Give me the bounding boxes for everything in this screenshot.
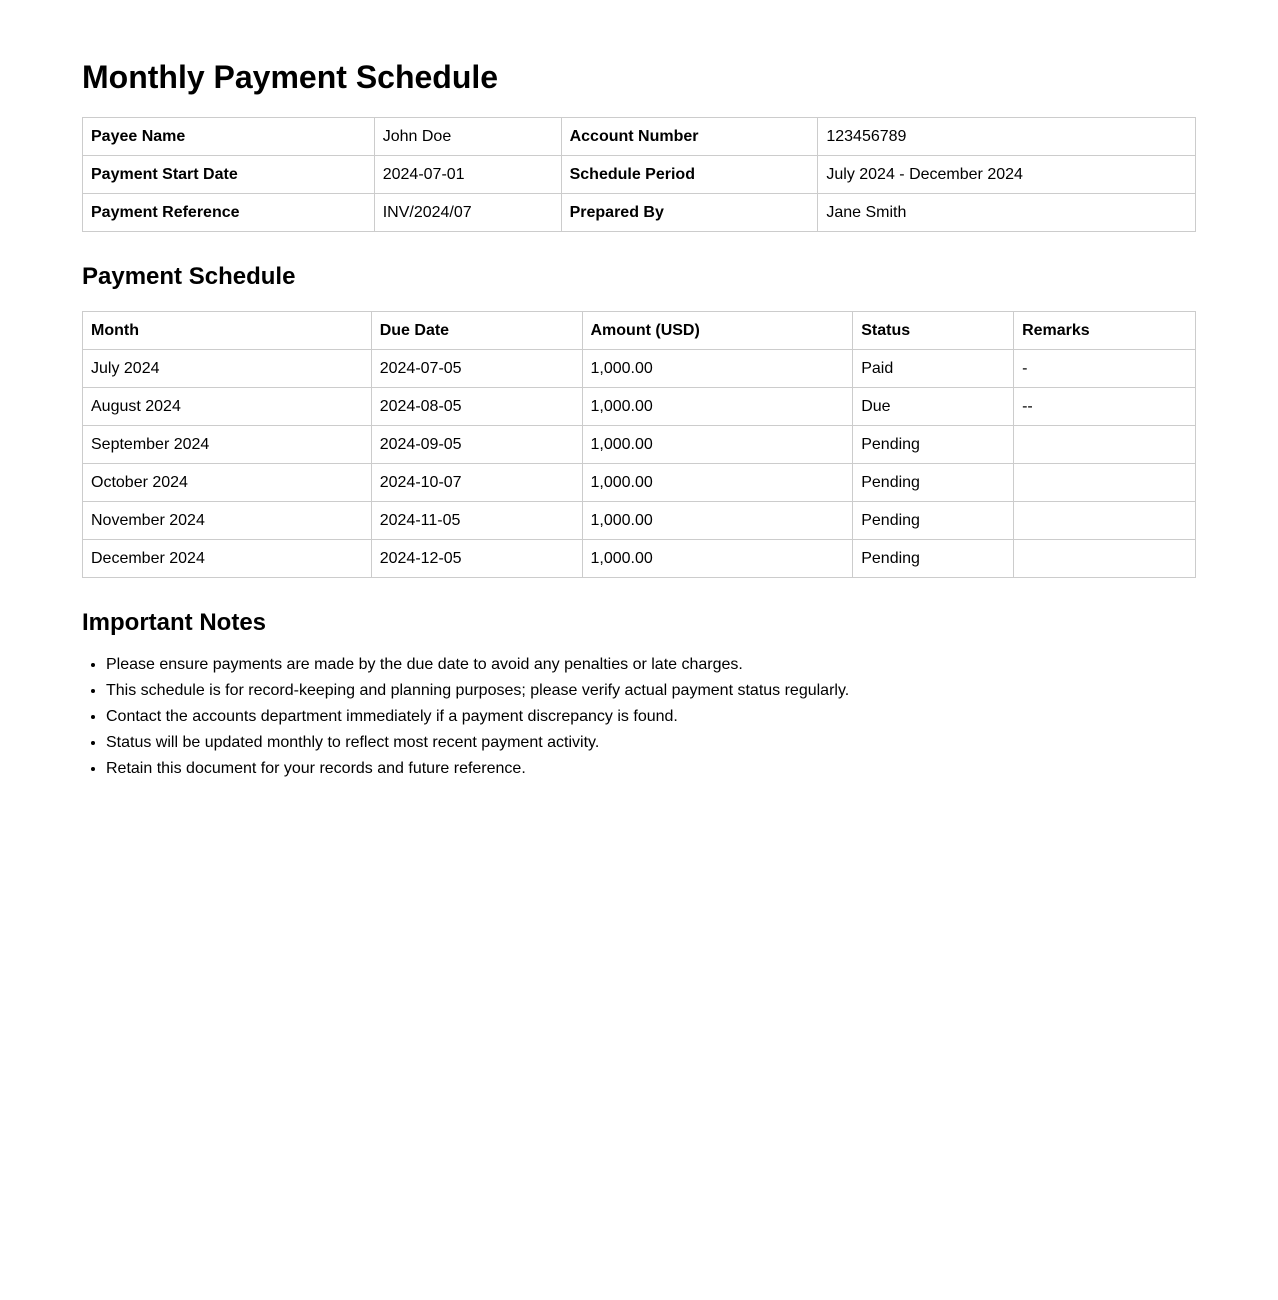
amount-cell: 1,000.00 — [582, 426, 853, 464]
payment-start-date-value: 2024-07-01 — [374, 156, 561, 194]
remarks-cell: - — [1014, 350, 1196, 388]
list-item: • Retain this document for your records and future reference. — [106, 756, 1196, 782]
column-header-amount: Amount (USD) — [582, 312, 853, 350]
status-cell: Paid — [853, 350, 1014, 388]
column-header-remarks: Remarks — [1014, 312, 1196, 350]
status-cell: Pending — [853, 426, 1014, 464]
prepared-by-label: Prepared By — [561, 194, 818, 232]
table-header-row — [83, 312, 1196, 350]
month-cell: July 2024 — [83, 350, 372, 388]
list-item: • Status will be updated monthly to reflect most recent payment activity. — [106, 730, 1196, 756]
payment-start-date-label: Payment Start Date — [83, 156, 375, 194]
prepared-by-value: Jane Smith — [818, 194, 1196, 232]
payment-reference-label: Payment Reference — [83, 194, 375, 232]
due-date-cell: 2024-09-05 — [371, 426, 582, 464]
table-row — [83, 464, 1196, 502]
account-number-label: Account Number — [561, 118, 818, 156]
month-cell: October 2024 — [83, 464, 372, 502]
info-row — [83, 156, 1196, 194]
due-date-cell: 2024-12-05 — [371, 540, 582, 578]
payee-name-value: John Doe — [374, 118, 561, 156]
table-row — [83, 388, 1196, 426]
month-cell: August 2024 — [83, 388, 372, 426]
table-row — [83, 426, 1196, 464]
info-row — [83, 194, 1196, 232]
page-title: Monthly Payment Schedule — [82, 59, 499, 95]
column-header-status: Status — [853, 312, 1014, 350]
remarks-cell — [1014, 426, 1196, 464]
month-cell: December 2024 — [83, 540, 372, 578]
list-item: • This schedule is for record-keeping and planning purposes; please verify actual payment status regularly. — [106, 678, 1196, 704]
account-number-value: 123456789 — [818, 118, 1196, 156]
table-row — [83, 502, 1196, 540]
month-cell: September 2024 — [83, 426, 372, 464]
amount-cell: 1,000.00 — [582, 388, 853, 426]
table-row — [83, 540, 1196, 578]
notes-heading: Important Notes — [82, 609, 267, 636]
status-cell: Pending — [853, 540, 1014, 578]
amount-cell: 1,000.00 — [582, 540, 853, 578]
column-header-due-date: Due Date — [371, 312, 582, 350]
status-cell: Pending — [853, 464, 1014, 502]
payment-schedule-table — [82, 311, 1196, 578]
due-date-cell: 2024-10-07 — [371, 464, 582, 502]
account-info-table — [82, 117, 1196, 232]
notes-list — [82, 652, 1196, 782]
amount-cell: 1,000.00 — [582, 502, 853, 540]
amount-cell: 1,000.00 — [582, 350, 853, 388]
payee-name-label: Payee Name — [83, 118, 375, 156]
payment-reference-value: INV/2024/07 — [374, 194, 561, 232]
schedule-period-value: July 2024 - December 2024 — [818, 156, 1196, 194]
due-date-cell: 2024-07-05 — [371, 350, 582, 388]
month-cell: November 2024 — [83, 502, 372, 540]
list-item: • Contact the accounts department immediately if a payment discrepancy is found. — [106, 704, 1196, 730]
info-row — [83, 118, 1196, 156]
status-cell: Pending — [853, 502, 1014, 540]
schedule-period-label: Schedule Period — [561, 156, 818, 194]
table-row — [83, 350, 1196, 388]
remarks-cell — [1014, 502, 1196, 540]
schedule-heading: Payment Schedule — [82, 263, 296, 290]
remarks-cell: -- — [1014, 388, 1196, 426]
status-cell: Due — [853, 388, 1014, 426]
remarks-cell — [1014, 540, 1196, 578]
column-header-month: Month — [83, 312, 372, 350]
remarks-cell — [1014, 464, 1196, 502]
list-item: • Please ensure payments are made by the due date to avoid any penalties or late charges. — [106, 652, 1196, 678]
amount-cell: 1,000.00 — [582, 464, 853, 502]
due-date-cell: 2024-08-05 — [371, 388, 582, 426]
due-date-cell: 2024-11-05 — [371, 502, 582, 540]
